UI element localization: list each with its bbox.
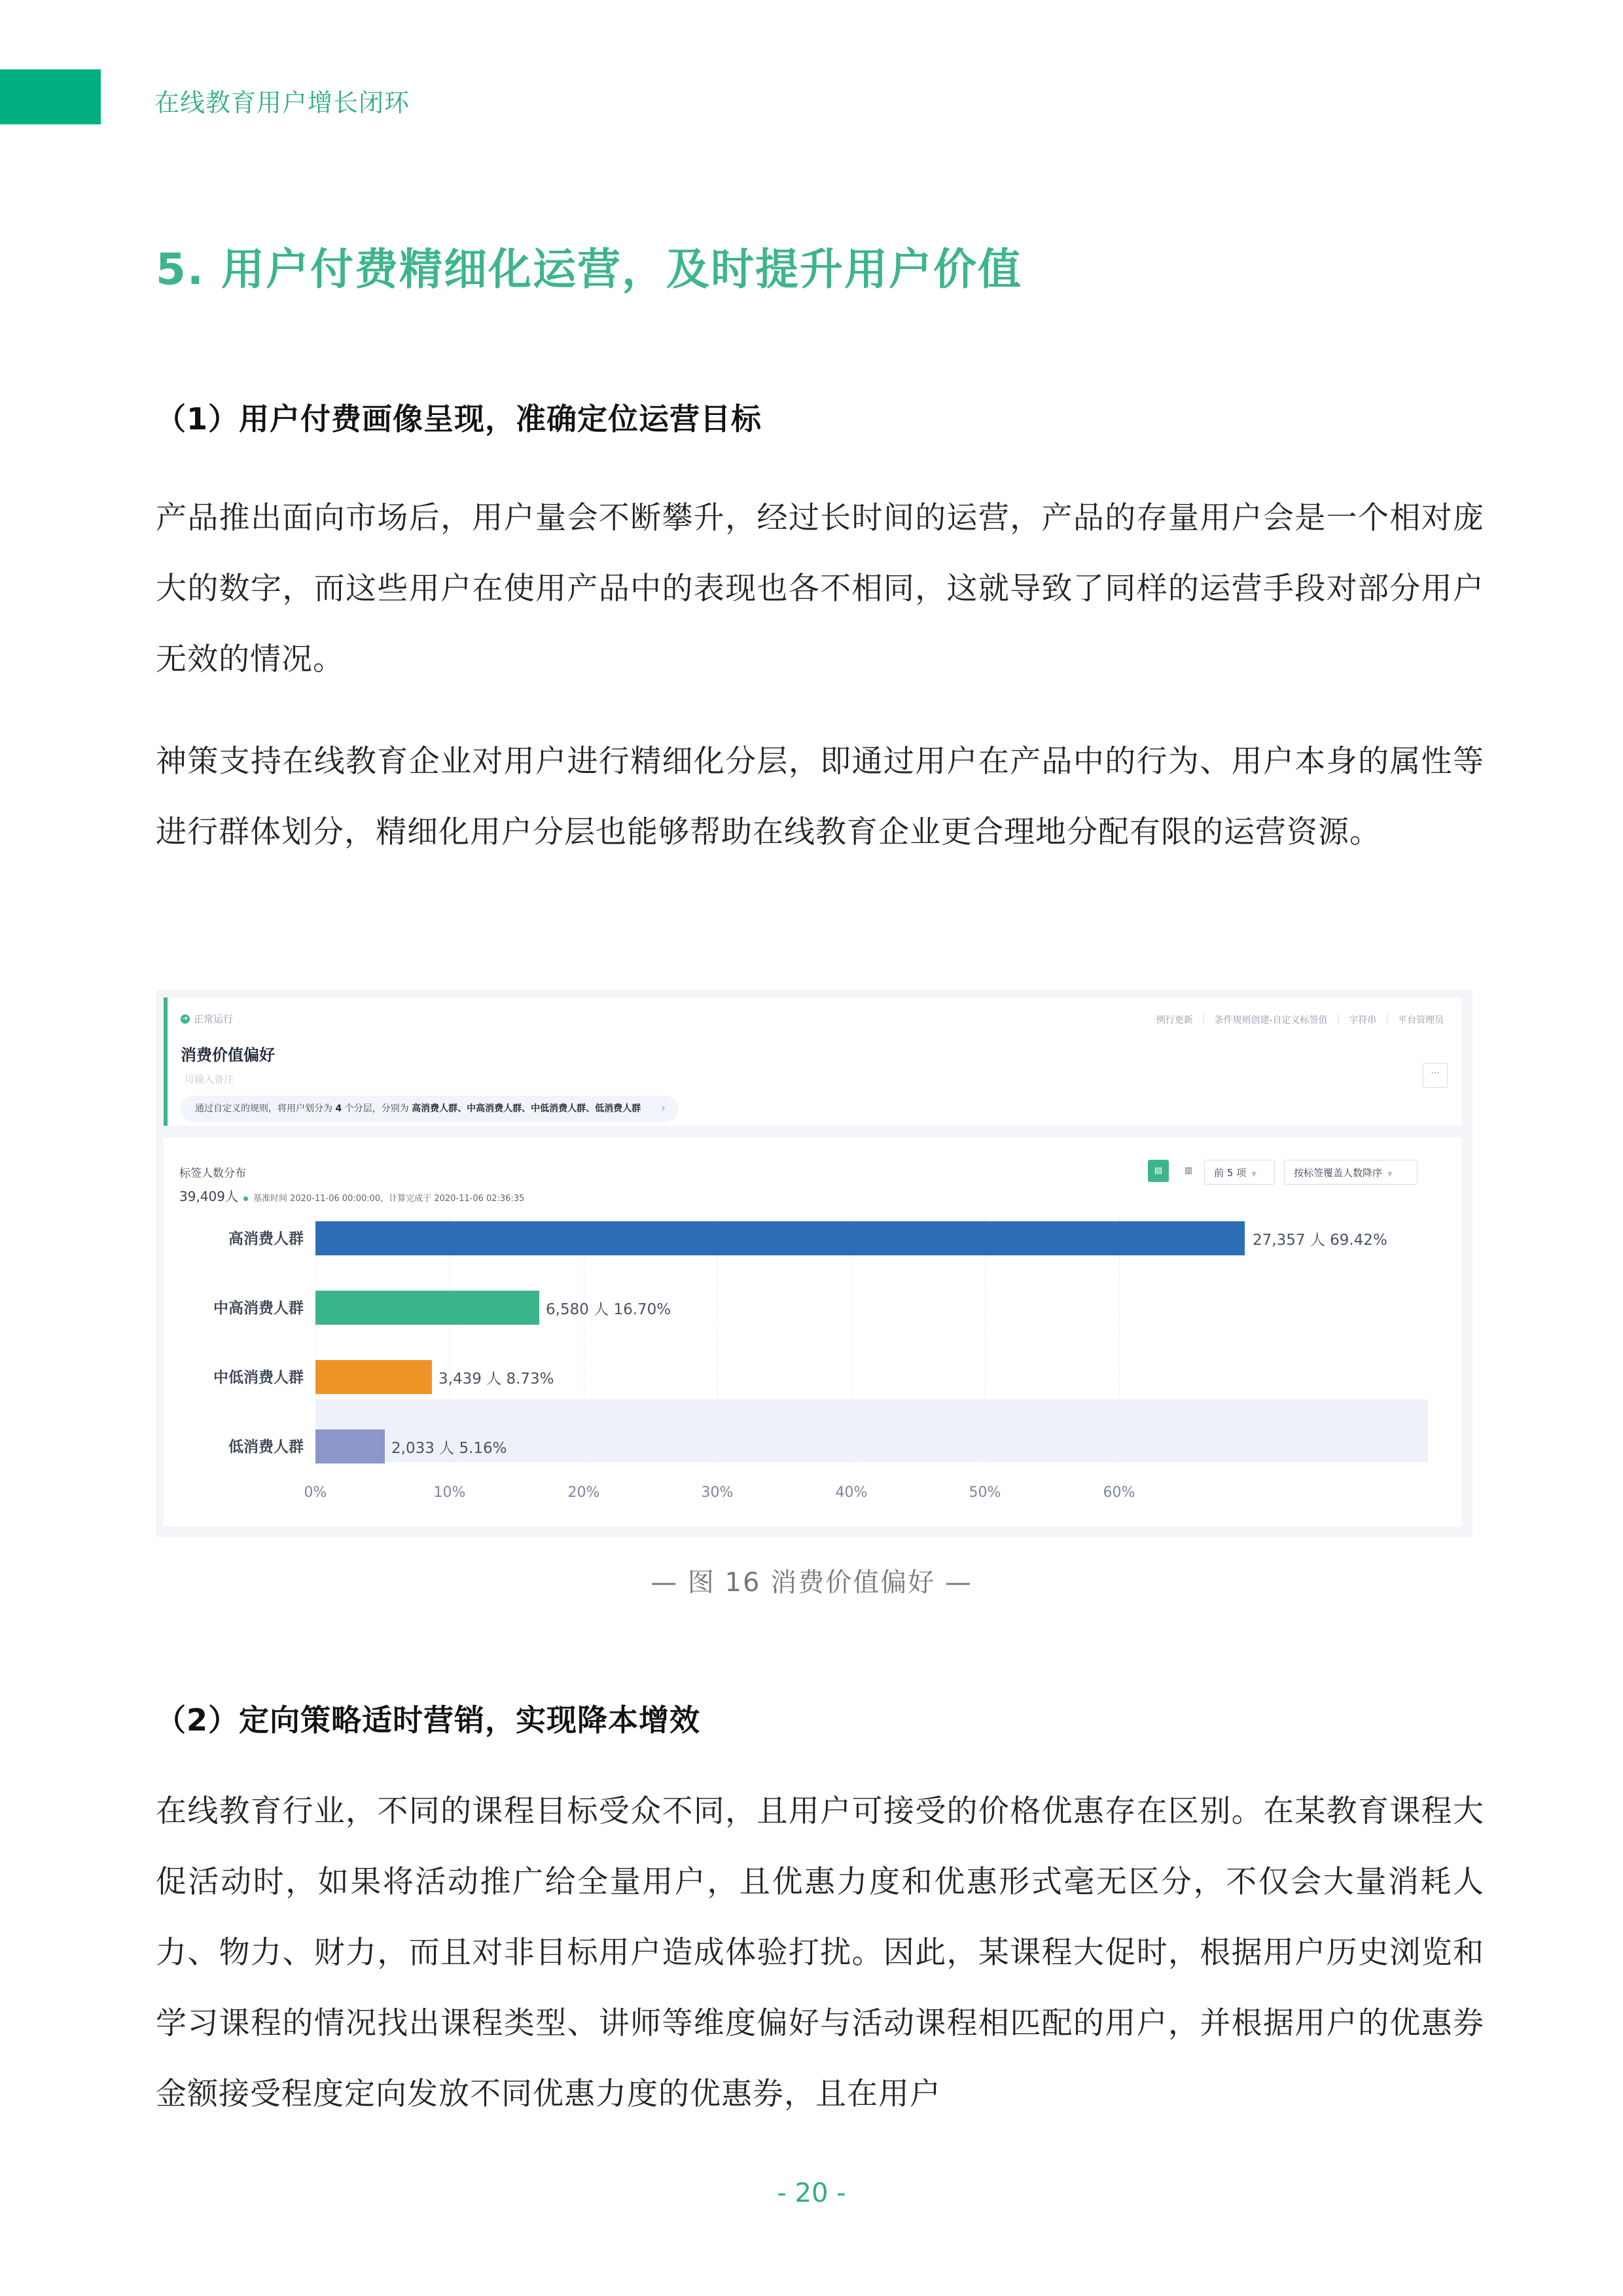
bar-label: 中高消费人群 — [213, 1300, 304, 1317]
chart-summary — [179, 1186, 524, 1205]
bar-low-consumption[interactable] — [315, 1429, 385, 1463]
figure-caption: — 图 16 消费价值偏好 — — [651, 1568, 972, 1598]
rule-count: 4 — [335, 1103, 342, 1114]
tag-name: 消费价值偏好 — [181, 1046, 275, 1064]
meta-creator: 平台管理员 — [1398, 1015, 1444, 1026]
rule-prefix: 通过自定义的规则，将用户划分为 — [195, 1103, 332, 1114]
paragraph-2: 神策支持在线教育企业对用户进行精细化分层，即通过用户在产品中的行为、用户本身的属性等进行群体划分，精细化用户分层也能够帮助在线教育企业更合理地分配有限的运营资源。 — [156, 744, 1484, 850]
rule-middle: 个分层，分别为 — [344, 1103, 409, 1114]
status-indicator — [181, 1012, 233, 1026]
x-tick: 50% — [969, 1484, 1001, 1501]
section-title: 5. 用户付费精细化运营，及时提升用户价值 — [156, 244, 1022, 295]
remark-input[interactable]: 可输入备注 — [185, 1073, 234, 1085]
chart-view-toggle — [1148, 1160, 1199, 1182]
x-tick: 20% — [567, 1484, 600, 1501]
status-text: 正常运行 — [194, 1013, 234, 1025]
x-tick: 30% — [701, 1484, 734, 1501]
x-tick: 0% — [304, 1484, 327, 1501]
running-status-icon: ➜ — [181, 1014, 190, 1024]
tag-meta — [1156, 1013, 1444, 1026]
x-tick: 40% — [835, 1484, 868, 1501]
paragraph-3: 在线教育行业，不同的课程目标受众不同，且用户可接受的价格优惠存在区别。在某教育课程大促活动时，如果将活动推广给全量用户，且优惠力度和优惠形式毫无区分，不仅会大量消耗人力、物力、财力，而且对非目标用户造成体验打扰。因此，某课程大促时，根据用户历史浏览和学习课程的情况找出课程类型、讲师等维度偏好与活动课程相匹配的用户，并根据用户的优惠券金额接受程度定向发放不同优惠力度的优惠券，且在用户 — [156, 1793, 1484, 2112]
bar-value: 3,439 人 8.73% — [438, 1371, 554, 1388]
meta-data-type: 字符串 — [1349, 1015, 1377, 1026]
meta-create-method: 条件规则创建-自定义标签值 — [1214, 1015, 1328, 1026]
more-options-button[interactable]: ··· — [1423, 1063, 1448, 1088]
bar-value: 6,580 人 16.70% — [546, 1301, 671, 1318]
bar-chart — [164, 1210, 1462, 1524]
subsection-2-title: （2）定向策略适时营销，实现降本增效 — [156, 1702, 701, 1738]
chevron-right-icon: › — [660, 1102, 666, 1115]
rule-groups: 高消费人群、中高消费人群、中低消费人群、低消费人群 — [412, 1103, 641, 1114]
x-tick: 60% — [1103, 1484, 1135, 1501]
tag-distribution-card — [164, 1138, 1462, 1526]
bar-label: 低消费人群 — [228, 1439, 304, 1456]
bar-chart-view-icon[interactable]: ▤ — [1148, 1160, 1169, 1182]
x-tick: 10% — [433, 1484, 466, 1501]
meta-divider: | — [1202, 1013, 1205, 1024]
paragraph-1: 产品推出面向市场后，用户量会不断攀升，经过长时间的运营，产品的存量用户会是一个相对庞大的数字，而这些用户在使用产品中的表现也各不相同，这就导致了同样的运营手段对部分用户无效的情况。 — [156, 500, 1484, 677]
tag-info-card — [164, 997, 1462, 1126]
figure-consumption-value-preference — [156, 990, 1472, 1537]
bar-value: 2,033 人 5.16% — [391, 1440, 507, 1457]
meta-divider: | — [1336, 1013, 1340, 1024]
meta-update-type: 例行更新 — [1156, 1015, 1193, 1026]
base-time: 基准时间 2020-11-06 00:00:00，计算完成于 2020-11-06 02:36:35 — [253, 1194, 525, 1204]
chevron-down-icon: ▼ — [1387, 1171, 1393, 1178]
document-header-title: 在线教育用户增长闭环 — [154, 88, 410, 117]
sort-value: 按标签覆盖人数降序 — [1294, 1167, 1383, 1179]
bar-label: 高消费人群 — [228, 1230, 304, 1247]
rule-summary[interactable] — [181, 1096, 679, 1122]
bar-mid-high-consumption[interactable] — [315, 1291, 539, 1325]
sort-select[interactable] — [1284, 1160, 1418, 1185]
bar-high-consumption[interactable] — [315, 1221, 1245, 1255]
meta-divider: | — [1385, 1013, 1389, 1024]
chevron-down-icon: ▼ — [1251, 1171, 1257, 1178]
column-chart-view-icon[interactable]: ▥ — [1184, 1166, 1193, 1175]
page-number: - 20 - — [777, 2178, 846, 2208]
top-n-value: 前 5 项 — [1214, 1167, 1247, 1179]
total-count: 39,409人 — [179, 1189, 238, 1204]
bar-label: 中低消费人群 — [213, 1369, 304, 1386]
header-accent-bar — [0, 69, 101, 124]
bar-value: 27,357 人 69.42% — [1253, 1232, 1387, 1249]
subsection-1-title: （1）用户付费画像呈现，准确定位运营目标 — [156, 401, 762, 437]
bar-mid-low-consumption[interactable] — [315, 1360, 432, 1394]
top-n-select[interactable] — [1204, 1160, 1275, 1185]
status-dot-icon — [243, 1196, 248, 1201]
chart-title: 标签人数分布 — [179, 1167, 246, 1180]
